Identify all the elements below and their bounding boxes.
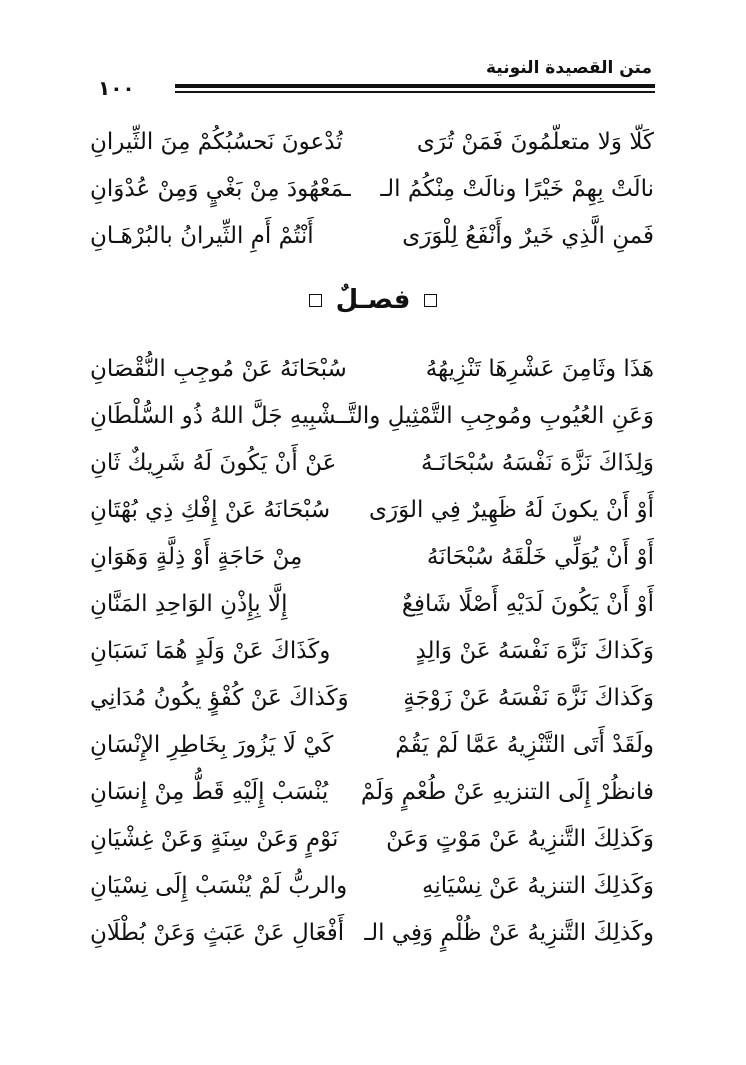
verses-main [90,345,654,956]
running-title: متن القصيدة النونية [485,58,652,78]
verse-line [90,533,654,580]
header-rule-thin [175,91,655,93]
verses-top [90,118,654,259]
verse-second-hemistich: نَوْمٍ وَعَنْ سِنَةٍ وَعَنْ غِشْيَانِ [90,826,339,852]
verse-first-hemistich: نالَتْ بِهِمْ خَيْرًا ونالَتْ مِنْكُمُ الـ [380,176,654,202]
verse-line [90,909,654,956]
verse-line [90,118,654,165]
verse-second-hemistich: سُبْحَانَهُ عَنْ إِفْكِ ذِي بُهْتَانِ [90,497,331,523]
verse-first-hemistich: وكَذلِكَ التَّنزِيهُ عَنْ ظُلْمٍ وَفِي الـ [364,920,654,946]
verse-second-hemistich: ـمَعْهُودَ مِنْ بَغْيٍ وَمِنْ عُدْوَانِ [90,176,351,202]
verse-line [90,486,654,533]
verse-second-hemistich: يُنْسَبْ إِلَيْهِ قَطُّ مِنْ إِنسَانِ [90,779,329,805]
verse-line [90,439,654,486]
verse-line [90,580,654,627]
verse-first-hemistich: فَمنِ الَّذِي خَيرٌ وأَنْفَعُ لِلْوَرَى [402,223,654,249]
verse-line [90,212,654,259]
verse-first-hemistich: أَوْ أَنْ يَكُونَ لَدَيْهِ أَصْلًا شَافِعٌ [401,591,654,617]
verse-line [90,165,654,212]
header-rule-thick [175,84,655,88]
square-ornament-icon [309,294,322,307]
verse-second-hemistich: كَيْ لَا يَزُورَ بِخَاطِرِ الإِنْسَانِ [90,732,334,758]
verse-first-hemistich: وَلِذَاكَ نَزَّهَ نَفْسَهُ سُبْحَانَـهُ [420,450,654,476]
verse-first-hemistich: وَكَذلِكَ التَّنزِيهُ عَنْ مَوْتٍ وَعَنْ [386,826,654,852]
verse-line [90,768,654,815]
verse-line [90,815,654,862]
verse-second-hemistich: وَكَذاكَ عَنْ كُفْؤٍ يكُونُ مُدَانِي [90,685,349,711]
verse-first-hemistich: ولَقَدْ أَتَى التَّنْزِيهُ عَمَّا لَمْ يَقُمْ [395,732,654,758]
verse-first-hemistich: وَكَذاكَ نَزَّهَ نَفْسَهُ عَنْ وَالِدٍ [415,638,654,664]
verse-first-hemistich: وَكَذلِكَ التنزيهُ عَنْ نِسْيَانِهِ [422,873,654,899]
verse-second-hemistich: ـشْبِيهِ جَلَّ اللهُ ذُو السُّلْطَانِ [90,403,344,429]
verse-line [90,721,654,768]
verse-second-hemistich: والربُّ لَمْ يُنْسَبْ إِلَى نِسْيَانِ [90,873,348,899]
verse-first-hemistich: أَوْ أَنْ يُوَلِّي خَلْقَهُ سُبْحَانَهُ [426,544,654,570]
verse-line [90,862,654,909]
verse-first-hemistich: هَذَا وثَامِنَ عَشْرِهَا تَنْزِيهُهُ [425,356,654,382]
verse-second-hemistich: أَفْعَالِ عَنْ عَبَثٍ وَعَنْ بُطْلَانِ [90,920,345,946]
square-ornament-icon [424,294,437,307]
verse-first-hemistich: كَلّا وَلا متعلّمُونَ فَمَنْ تُرَى [416,129,654,155]
verse-first-hemistich: وَعَنِ العُيُوبِ ومُوجِبِ التَّمْثِيلِ والتَّـ [342,403,654,429]
verse-line [90,345,654,392]
section-heading [0,280,746,320]
verse-second-hemistich: سُبْحَانَهُ عَنْ مُوجِبِ النُّقْصَانِ [90,356,347,382]
verse-first-hemistich: فانظُرْ إِلَى التنزيهِ عَنْ طُعْمٍ وَلَمْ [360,779,654,805]
verse-first-hemistich: أَوْ أَنْ يكونَ لَهُ ظَهِيرٌ فِي الوَرَى [369,497,654,523]
verse-second-hemistich: إِلَّا بِإِذْنِ الوَاحِدِ المَنَّانِ [90,591,288,617]
verse-second-hemistich: مِنْ حَاجَةٍ أَوْ ذِلَّةٍ وَهَوَانِ [90,544,303,570]
verse-first-hemistich: وَكَذاكَ نَزَّهَ نَفْسَهُ عَنْ زَوْجَةٍ [403,685,654,711]
verse-line [90,674,654,721]
verse-second-hemistich: أَنْتُمْ أَمِ الثِّيرانُ بالبُرْهَـانِ [90,223,314,249]
verse-line [90,627,654,674]
verse-second-hemistich: تُدْعونَ نَحسُبُكُمْ مِنَ الثِّيرانِ [90,129,343,155]
verse-line [90,392,654,439]
page-number: ١٠٠ [98,76,135,100]
verse-second-hemistich: وكَذَاكَ عَنْ وَلَدٍ هُمَا نَسَبَانِ [90,638,331,664]
verse-second-hemistich: عَنْ أَنْ يَكُونَ لَهُ شَرِيكٌ ثَانِ [90,450,337,476]
section-title: فصـلٌ [335,285,411,315]
